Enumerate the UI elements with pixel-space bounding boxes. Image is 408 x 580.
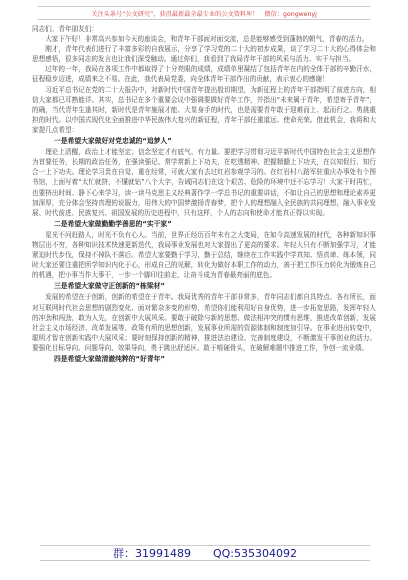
paragraph: 理论上清醒，政治上才能坚定；信念坚定才有底气、有力量。要把学习贯彻习近平新时代中国特色社会主义思想作为首要任务，长期的政治任务，在强读强记、常学常新上下功夫，在吃透精神、把握精髓上下功夫，在以知促行、知行合一上下功夫。理论学习贵在自觉、重在经常，可就大家有去过红岩参观学习的。在红岩村八路军驻重庆办事处有个图书馆，上面写着“太忙就挤，不懂就钻”八个大字，告诫同志们在这个艰苦、危险的环境中还不忘学习！大家干时再忙，也要挤出时间、静下心来学习，读一读马克思主义经典著作学一学总书记的重要讲话，不如让自己的思想和理论素养更加深厚，充分体会坚持真理的说服力，用伟大的中国梦激扬青春梦，把个人的理想融入全民族的共同理想，融入事业发展、时代前进、民族复兴、祖国发展的历史进程中，只有这样，个人的志向和使命才能真正得以实现。	[32, 148, 376, 217]
document-body	[32, 24, 376, 544]
section-heading: 四是希望大家做清澈纯粹的“好青年”	[54, 355, 165, 363]
banner-promo-text: 关注头条号“公文研究”，获得最新最全最专业的公文资料库！	[91, 10, 259, 18]
salutation: 同志们、青年朋友们：	[32, 25, 98, 33]
footer-qq-group: 群：31991489	[112, 547, 191, 560]
paragraph: 大家下午好！非常高兴参加今天的座谈会，和青年干部面对面交流，总是能够感受到蓬勃的朝气，青春的活力。	[45, 35, 369, 44]
footer-contact-bar	[40, 545, 370, 561]
section-heading: 一是希望大家做好对党忠诚的“追梦人”	[54, 137, 172, 146]
paragraph: 发展的希望在于创新，创新的希望在于青年。我局优秀的青年干部非常多，青年同志们都自具特点、各有所长，面对互联网时代社会思想的剧烈变化、面对繁杂多变的形势，希望你们能利用好自身优势，进一步拓宽思路，发挥年轻人的冲劲和闯劲，敢为人先，在创新中大展风采。要敢于破除与新的思想、做法相冲突的惯有思维，推进改革创新，发展社会主义市场经济、改革发展等，政策有所的思想创新，发展事业所需的资源体制和制度加引导。在事业进出转变中，聪明才智在创新实践中大展风采；要时刻保持创新的精神，推进法治建设、完善制度建设，不断激发干事创业的活力。要强化目标导向、问题导向、效果导向，勇于跳出舒适区、敢于啃硬骨头，在破解难题中推进工作，争创一流业绩。	[32, 293, 376, 352]
top-banner	[38, 6, 370, 20]
paragraph: 星光不问赶路人，时光不负有心人。当前，世界正经历百年未有之大变局，在如今高速发展的时代，各种新知识事物层出不穷，各种知识技术快速更新迭代，我局事业发展也对大家提出了更高的要求。年轻人只有不断加强学习，才能紧迫时代步伐，保持不掉队不落后。希望大家要勤于学习，勤于总结，继续在工作实践中学真知、悟真谛、练本领，同时大家还要注重把所学知识内化于心，形成自己的见解，转化为做好本职工作的动力，善于把工作压力转化为锻炼自己的机遇，把小事当作大事干，一步一个脚印往前走，让奋斗成为青春最亮丽的底色。	[32, 230, 376, 280]
footer-qq-number: QQ:535304092	[212, 546, 297, 560]
paragraph: 刚才，青年代表们进行了丰富多彩的自我展示，分享了学习党的二十大的初步成果，谈了学习二十大的心得体会和思想感悟，很多同志的发言也让我们深受触动。通过你们，我看到了我局青年干部的风采与活力、实干与担当。	[32, 45, 376, 64]
section-heading: 三是希望大家做守正创新的“栋梁材”	[54, 282, 165, 291]
section-heading: 二是希望大家做勤勤学善思的“实干家”	[54, 219, 172, 228]
banner-wechat-text: 微信：gongwenyj	[264, 10, 317, 18]
paragraph: 习近平总书记在党的二十大报告中，对新时代中国青年提出殷切期望，为新征程上的青年干部指明了前进方向，相信大家都已耳熟能详。其实，总书记在多个重要会议中强调要做好青年工作，并指出“未来属于青年，希望寄予青年”，的确，当代青年生逢其时，新时代是青年施展才能、大显身手的时代，也是需要青年敢于迎难而上、起而行之、勇挑重担的时代。以中国式现代化全面推进中华民族伟大复兴的新征程，青年干部任重道远、使命光荣。借此机会，我将和大家提几点希望：	[32, 85, 376, 134]
paragraph: 过年的一年，我局在各项工作中都取得了十分亮眼的成绩，成绩单里凝结了包括青年在内的全体干部的辛勤汗水，征程稳步迈进，成绩来之不易。在此，我代表局党委，向全体青年干部作出的贡献，表示衷心的感谢！	[32, 65, 376, 84]
